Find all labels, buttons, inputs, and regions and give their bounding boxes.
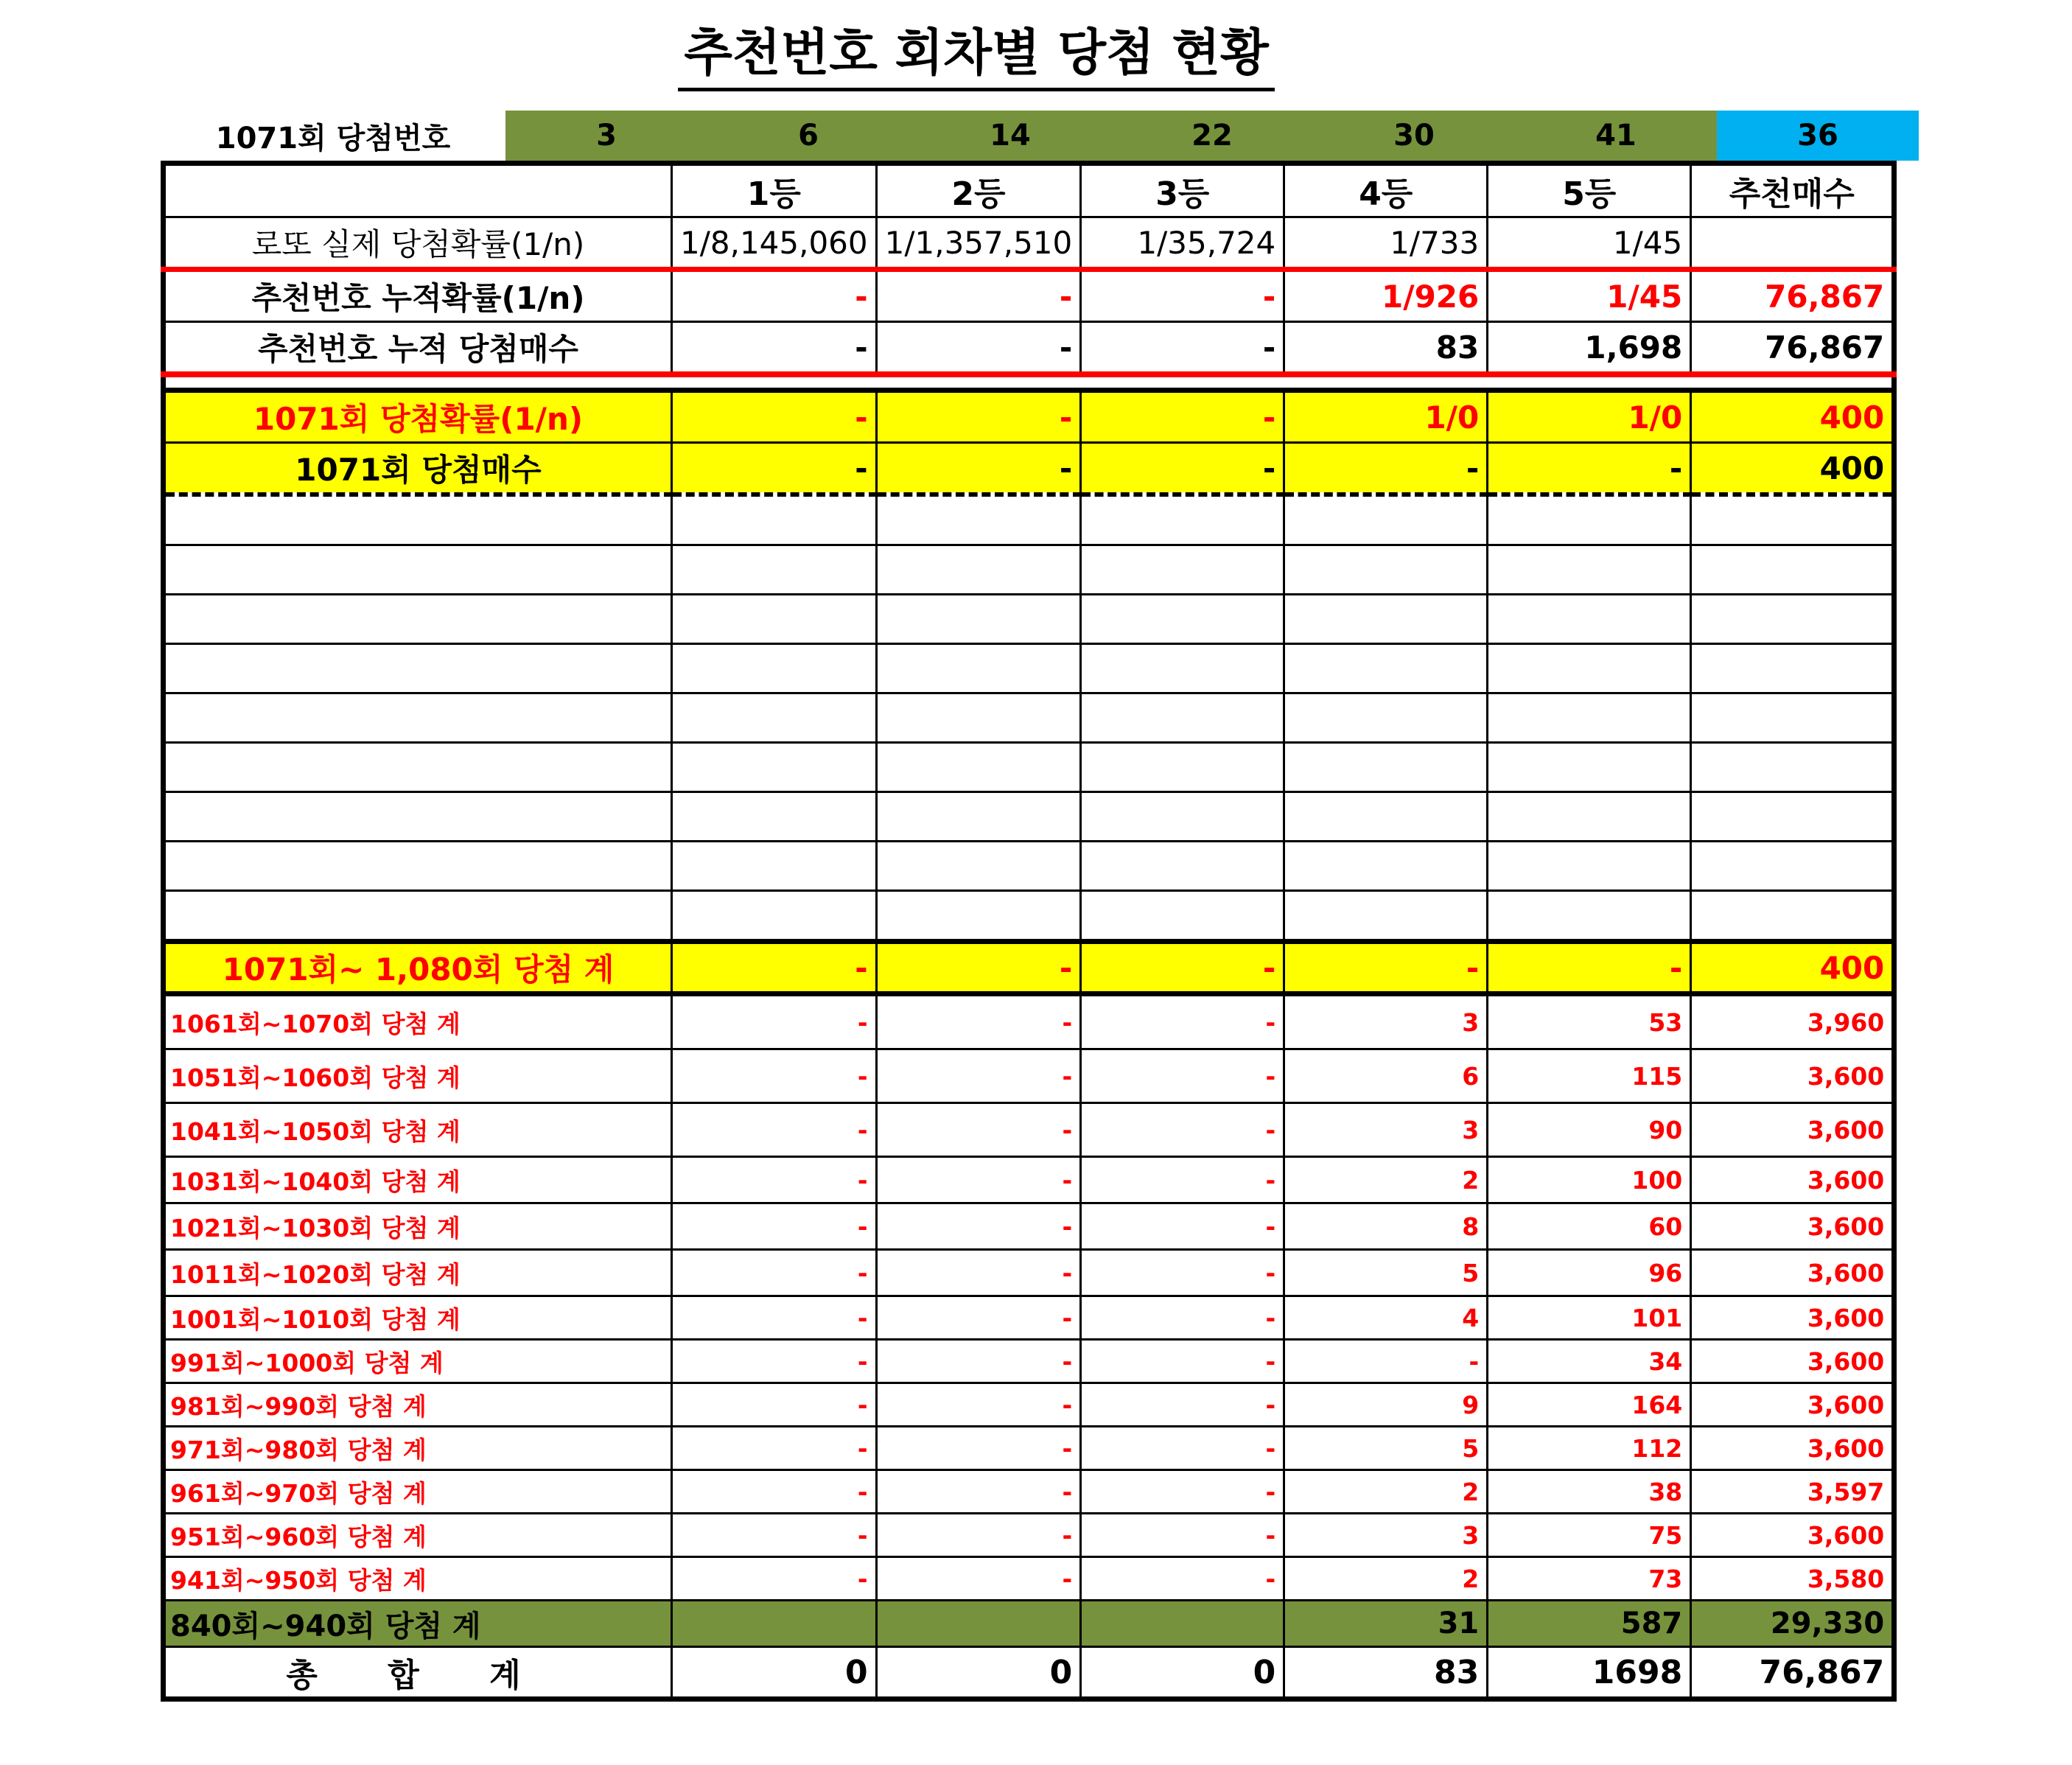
value-cell: 3,600 [1691,1296,1894,1340]
value-cell: - [1081,391,1284,443]
value-cell: - [672,1514,877,1557]
value-cell [1284,743,1488,792]
value-cell: - [672,322,877,375]
value-cell: 76,867 [1691,1647,1894,1699]
value-cell [1284,693,1488,743]
value-cell: - [1081,1157,1284,1203]
history-row [164,1157,1894,1203]
value-cell: - [1081,1383,1284,1427]
value-cell [1081,743,1284,792]
value-cell [672,494,877,545]
value-cell: - [876,1203,1081,1250]
value-cell: 76,867 [1691,270,1894,322]
winning-number-5: 30 [1313,111,1515,161]
column-header: 5등 [1488,164,1691,217]
history-row [164,1514,1894,1557]
value-cell: 75 [1488,1514,1691,1557]
value-cell [1691,644,1894,693]
value-cell [672,644,877,693]
value-cell: - [876,443,1081,495]
value-cell [1488,891,1691,942]
column-header: 3등 [1081,164,1284,217]
value-cell: - [876,322,1081,375]
value-cell: - [1081,1049,1284,1103]
row-label [164,545,672,595]
value-cell: - [876,994,1081,1049]
round-count-row [164,443,1894,495]
column-header: 추천매수 [1691,164,1894,217]
history-row [164,994,1894,1049]
value-cell: - [1284,1340,1488,1383]
value-cell: - [672,391,877,443]
row-label [164,644,672,693]
value-cell: - [876,1470,1081,1514]
column-header: 2등 [876,164,1081,217]
value-cell: - [672,1557,877,1601]
value-cell: 100 [1488,1157,1691,1203]
value-cell: 8 [1284,1203,1488,1250]
value-cell [1691,545,1894,595]
value-cell: - [876,1557,1081,1601]
value-cell: 400 [1691,391,1894,443]
empty-row [164,842,1894,891]
total-row [164,1647,1894,1699]
history-row [164,1383,1894,1427]
row-label: 1071회 당첨확률(1/n) [164,391,672,443]
value-cell: 1/926 [1284,270,1488,322]
value-cell [876,792,1081,842]
value-cell: 0 [672,1647,877,1699]
row-label: 추천번호 누적확률(1/n) [164,270,672,322]
row-label: 961회~970회 당첨 계 [164,1470,672,1514]
value-cell [672,743,877,792]
value-cell: 38 [1488,1470,1691,1514]
row-label: 1041회~1050회 당첨 계 [164,1103,672,1157]
value-cell [1284,545,1488,595]
stats-table [161,161,1897,1702]
history-row [164,1340,1894,1383]
row-label: 941회~950회 당첨 계 [164,1557,672,1601]
value-cell [1284,792,1488,842]
value-cell [876,891,1081,942]
value-cell: - [876,1250,1081,1296]
row-label: 840회~940회 당첨 계 [164,1601,672,1647]
value-cell: - [876,1103,1081,1157]
row-label: 1021회~1030회 당첨 계 [164,1203,672,1250]
value-cell [1081,545,1284,595]
value-cell: 1/733 [1284,217,1488,270]
value-cell: - [672,1470,877,1514]
value-cell: - [1081,1470,1284,1514]
value-cell [876,644,1081,693]
value-cell [876,842,1081,891]
value-cell: 29,330 [1691,1601,1894,1647]
page-title [0,13,1953,91]
value-cell: 0 [1081,1647,1284,1699]
value-cell: - [672,1296,877,1340]
spacer-row [164,374,1894,391]
value-cell: - [1488,942,1691,994]
value-cell [1081,494,1284,545]
value-cell: - [672,1203,877,1250]
value-cell: 164 [1488,1383,1691,1427]
row-label: 1051회~1060회 당첨 계 [164,1049,672,1103]
empty-row [164,644,1894,693]
value-cell [1081,792,1284,842]
row-label [164,792,672,842]
row-label [164,891,672,942]
value-cell [1081,891,1284,942]
value-cell [876,595,1081,644]
row-label: 1011회~1020회 당첨 계 [164,1250,672,1296]
value-cell: - [876,1049,1081,1103]
row-label [164,693,672,743]
value-cell: - [876,1157,1081,1203]
value-cell: - [1081,1296,1284,1340]
value-cell [672,595,877,644]
column-header: 4등 [1284,164,1488,217]
value-cell: 2 [1284,1557,1488,1601]
value-cell: 400 [1691,942,1894,994]
value-cell [876,693,1081,743]
value-cell [1691,842,1894,891]
value-cell [672,545,877,595]
empty-row [164,494,1894,545]
value-cell: - [876,1514,1081,1557]
value-cell: 53 [1488,994,1691,1049]
value-cell: 73 [1488,1557,1691,1601]
value-cell: 3,600 [1691,1250,1894,1296]
value-cell [1488,545,1691,595]
value-cell: - [1284,443,1488,495]
value-cell: - [1488,443,1691,495]
row-label: 총 합 계 [164,1647,672,1699]
row-label: 추천번호 누적 당첨매수 [164,322,672,375]
value-cell [1691,792,1894,842]
value-cell: - [1081,443,1284,495]
row-label: 981회~990회 당첨 계 [164,1383,672,1427]
value-cell: 2 [1284,1470,1488,1514]
winning-number-2: 6 [707,111,909,161]
value-cell [1691,217,1894,270]
decade-sum-row [164,942,1894,994]
value-cell: 1/35,724 [1081,217,1284,270]
value-cell: 3,960 [1691,994,1894,1049]
winning-number-3: 14 [909,111,1111,161]
history-row [164,1250,1894,1296]
value-cell [672,693,877,743]
value-cell: 83 [1284,322,1488,375]
value-cell: - [1081,1340,1284,1383]
old-sum-row [164,1601,1894,1647]
value-cell: 4 [1284,1296,1488,1340]
value-cell: 3,600 [1691,1203,1894,1250]
value-cell: - [672,994,877,1049]
row-label: 1061회~1070회 당첨 계 [164,994,672,1049]
value-cell [1691,595,1894,644]
row-label [164,743,672,792]
column-header [164,164,672,217]
value-cell: 0 [876,1647,1081,1699]
value-cell: - [672,1250,877,1296]
winning-numbers-row [161,111,1919,161]
value-cell: 3 [1284,994,1488,1049]
value-cell [1081,693,1284,743]
value-cell [1691,693,1894,743]
value-cell: - [672,1049,877,1103]
value-cell: - [1081,1557,1284,1601]
value-cell [1488,644,1691,693]
value-cell [672,891,877,942]
value-cell: 6 [1284,1049,1488,1103]
value-cell: 1/8,145,060 [672,217,877,270]
page-title-text: 추천번호 회차별 당첨 현황 [678,13,1275,91]
empty-row [164,891,1894,942]
cum-prob-row [164,270,1894,322]
empty-row [164,595,1894,644]
row-label: 1071회~ 1,080회 당첨 계 [164,942,672,994]
value-cell: - [1081,322,1284,375]
value-cell: 3,600 [1691,1514,1894,1557]
winning-number-4: 22 [1111,111,1313,161]
value-cell: 1/0 [1284,391,1488,443]
value-cell: - [672,1427,877,1470]
row-label: 로또 실제 당첨확률(1/n) [164,217,672,270]
value-cell: - [672,1157,877,1203]
value-cell: - [1081,1514,1284,1557]
spacer-cell [164,374,1894,391]
value-cell: - [876,391,1081,443]
value-cell: - [1081,1427,1284,1470]
value-cell [876,545,1081,595]
value-cell [1284,494,1488,545]
row-label: 1001회~1010회 당첨 계 [164,1296,672,1340]
value-cell [1081,842,1284,891]
value-cell: - [672,942,877,994]
value-cell: 2 [1284,1157,1488,1203]
value-cell: 1/1,357,510 [876,217,1081,270]
value-cell: 96 [1488,1250,1691,1296]
value-cell: 1/45 [1488,270,1691,322]
round-prob-row [164,391,1894,443]
value-cell [1488,494,1691,545]
value-cell: - [672,443,877,495]
row-label: 1071회 당첨매수 [164,443,672,495]
row-label: 991회~1000회 당첨 계 [164,1340,672,1383]
value-cell [1691,494,1894,545]
value-cell [1488,595,1691,644]
value-cell [876,494,1081,545]
value-cell: 1698 [1488,1647,1691,1699]
value-cell: - [672,1340,877,1383]
value-cell [1488,693,1691,743]
value-cell: 3,600 [1691,1383,1894,1427]
history-row [164,1296,1894,1340]
value-cell [876,1601,1081,1647]
value-cell [1081,1601,1284,1647]
value-cell: - [1081,1203,1284,1250]
value-cell: - [672,270,877,322]
value-cell: 3,600 [1691,1103,1894,1157]
value-cell [672,842,877,891]
header-row [164,164,1894,217]
value-cell: - [876,270,1081,322]
value-cell [1284,891,1488,942]
actual-prob-row [164,217,1894,270]
value-cell: 31 [1284,1601,1488,1647]
bonus-number: 36 [1717,111,1919,161]
row-label [164,595,672,644]
value-cell: - [876,942,1081,994]
value-cell: - [876,1383,1081,1427]
value-cell [1488,743,1691,792]
row-label: 1031회~1040회 당첨 계 [164,1157,672,1203]
value-cell [1691,743,1894,792]
value-cell [1284,644,1488,693]
winning-label: 1071회 당첨번호 [215,121,451,155]
empty-row [164,743,1894,792]
value-cell [672,1601,877,1647]
value-cell: 101 [1488,1296,1691,1340]
value-cell [1081,595,1284,644]
row-label: 971회~980회 당첨 계 [164,1427,672,1470]
value-cell: 587 [1488,1601,1691,1647]
column-header: 1등 [672,164,877,217]
value-cell [1488,842,1691,891]
value-cell: 1/0 [1488,391,1691,443]
value-cell: 60 [1488,1203,1691,1250]
value-cell: - [672,1103,877,1157]
value-cell [1284,595,1488,644]
row-label: 951회~960회 당첨 계 [164,1514,672,1557]
value-cell: - [1081,270,1284,322]
value-cell: 3 [1284,1514,1488,1557]
value-cell: 34 [1488,1340,1691,1383]
winning-number-6: 41 [1515,111,1717,161]
history-row [164,1203,1894,1250]
empty-row [164,693,1894,743]
value-cell [1081,644,1284,693]
value-cell: 3,580 [1691,1557,1894,1601]
value-cell: 9 [1284,1383,1488,1427]
value-cell: 83 [1284,1647,1488,1699]
value-cell: 400 [1691,443,1894,495]
value-cell [672,792,877,842]
value-cell: 1,698 [1488,322,1691,375]
value-cell: - [1081,994,1284,1049]
value-cell: 3,600 [1691,1157,1894,1203]
empty-row [164,545,1894,595]
value-cell: - [1284,942,1488,994]
value-cell: - [1081,1250,1284,1296]
history-row [164,1470,1894,1514]
value-cell: 1/45 [1488,217,1691,270]
value-cell: 5 [1284,1250,1488,1296]
value-cell: 3 [1284,1103,1488,1157]
value-cell: - [876,1340,1081,1383]
value-cell: 5 [1284,1427,1488,1470]
value-cell: 3,600 [1691,1427,1894,1470]
history-row [164,1427,1894,1470]
value-cell: 112 [1488,1427,1691,1470]
value-cell: 3,600 [1691,1049,1894,1103]
cum-count-row [164,322,1894,375]
row-label [164,494,672,545]
winning-number-1: 3 [505,111,707,161]
value-cell [1691,891,1894,942]
history-row [164,1049,1894,1103]
history-row [164,1557,1894,1601]
value-cell: 76,867 [1691,322,1894,375]
value-cell: 3,600 [1691,1340,1894,1383]
value-cell [1284,842,1488,891]
value-cell: - [876,1296,1081,1340]
value-cell [876,743,1081,792]
value-cell: 90 [1488,1103,1691,1157]
value-cell: - [1081,942,1284,994]
value-cell: - [1081,1103,1284,1157]
empty-row [164,792,1894,842]
value-cell: - [876,1427,1081,1470]
history-row [164,1103,1894,1157]
row-label [164,842,672,891]
value-cell: - [672,1383,877,1427]
value-cell: 115 [1488,1049,1691,1103]
value-cell [1488,792,1691,842]
value-cell: 3,597 [1691,1470,1894,1514]
